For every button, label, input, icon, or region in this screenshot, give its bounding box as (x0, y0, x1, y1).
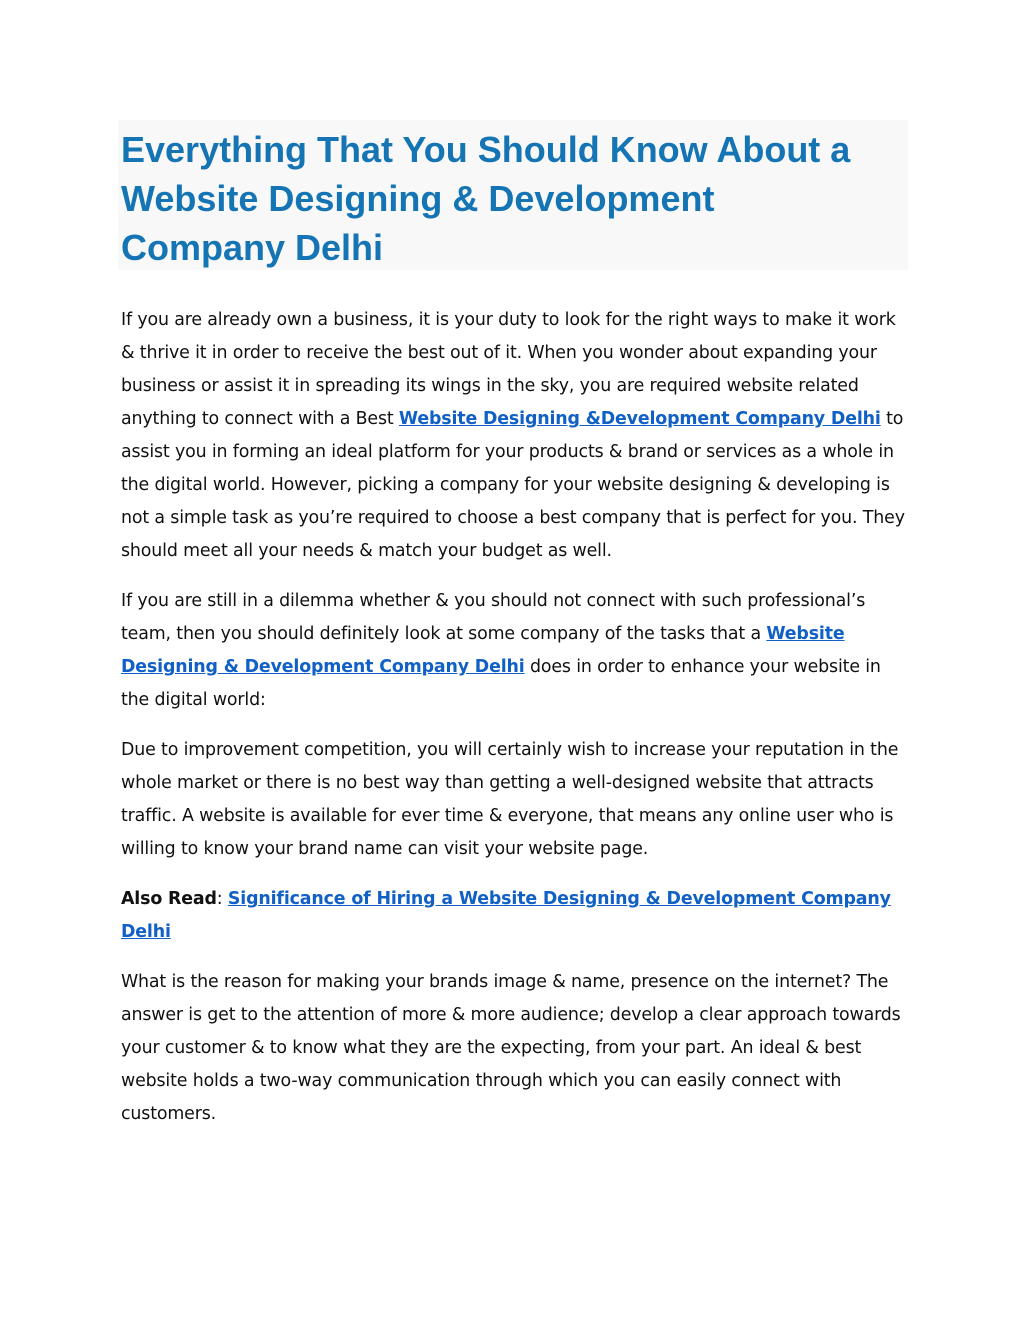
article-body (118, 304, 908, 1131)
paragraph-competition: Due to improvement competition, you will certainly wish to increase your reputation in the whole market or there is no best way than getting a well-designed website that attracts traffic. A website is available for ever time & everyone, that means any online user who is willing to know your brand name can visit your website page. (121, 740, 899, 859)
paragraph-reason: What is the reason for making your brands image & name, presence on the internet? The answer is get to the attention of more & more audience; develop a clear approach towards your customer & to know what they are the expecting, from your part. An ideal & best website holds a two-way communication through which you can easily connect with customers. (121, 972, 901, 1124)
paragraph-dilemma (121, 585, 908, 717)
also-read-separator: : (216, 889, 228, 909)
development-company-link[interactable]: Website Designing & Development Company Delhi (121, 624, 845, 677)
title-line-3: Company Delhi (121, 227, 384, 268)
page-title (121, 125, 904, 272)
title-line-2: Website Designing & Development (121, 178, 715, 219)
paragraph-dilemma-text-after: does in order to enhance your website in the digital world: (121, 657, 881, 710)
also-read-label: Also Read (121, 889, 217, 909)
paragraph-intro (121, 304, 908, 568)
paragraph-intro-text-after: to assist you in forming an ideal platform for your products & brand or services as a whole in the digital world. However, picking a company for your website designing & developing is not a simple task as you’re required to choose a best company that is perfect for you. They should meet all your needs & match your budget as well. (121, 409, 905, 561)
title-line-1: Everything That You Should Know About a (121, 129, 851, 170)
title-block (118, 120, 908, 270)
also-read-line (121, 883, 908, 949)
paragraph-dilemma-text-before: If you are still in a dilemma whether & you should not connect with such professional’s team, then you should definitely look at some company of the tasks that a (121, 591, 866, 644)
document-page (118, 120, 908, 1148)
website-designing-company-link[interactable]: Website Designing &Development Company Delhi (398, 409, 881, 429)
paragraph-intro-text-before: If you are already own a business, it is your duty to look for the right ways to make it work & thrive it in order to receive the best out of it. When you wonder about expanding your business or assist it in spreading its wings in the sky, you are required website related anything to connect with a Best (121, 310, 896, 429)
also-read-link[interactable]: Significance of Hiring a Website Designing & Development Company Delhi (121, 889, 891, 942)
